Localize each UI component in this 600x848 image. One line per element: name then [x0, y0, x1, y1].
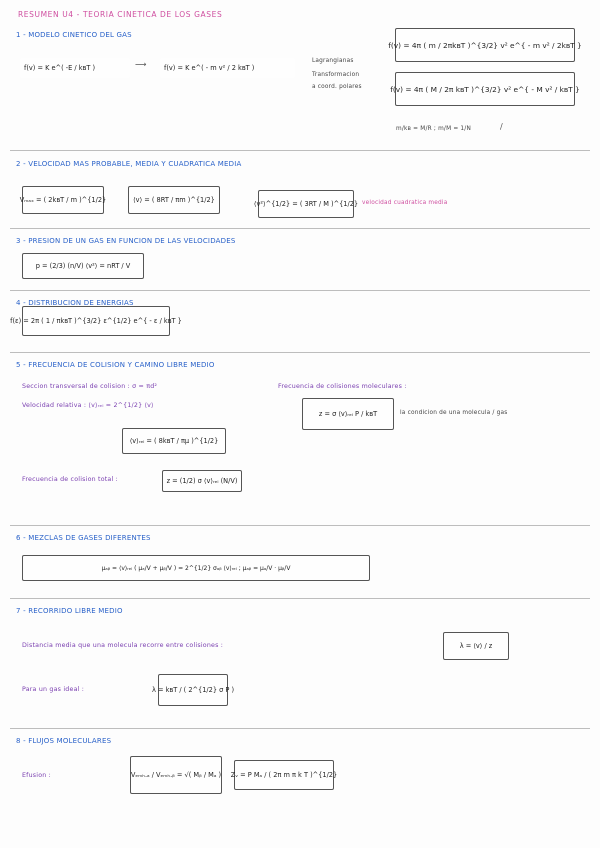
eq-lambda: λ = ⟨v⟩ / z [443, 632, 509, 660]
section-heading-5: 5 - FRECUENCIA DE COLISION Y CAMINO LIBRE MEDIO [16, 361, 215, 369]
section-heading-4: 4 - DISTRIBUCION DE ENERGIAS [16, 299, 134, 307]
eq-vmedia: ⟨v⟩ = ( 8RT / πm )^{1/2} [128, 186, 220, 214]
section-heading-7: 7 - RECORRIDO LIBRE MEDIO [16, 607, 123, 615]
bullet-frecuencia-total: Frecuencia de colision total : [22, 476, 118, 483]
arrow-slash: ∕ [500, 122, 503, 131]
note-relaciones: m/kʙ = M/R ; m/M = 1/N [396, 126, 472, 132]
divider-7 [10, 728, 590, 729]
note-transformacion: Transformacion [312, 72, 360, 78]
bullet-frecuencia-moleculares: Frecuencia de colisiones moleculares : [278, 383, 407, 390]
eq-1-left-1: f(v) = K e^( -E / kʙT ) [20, 58, 130, 78]
arrow-right-1: ⟶ [135, 60, 147, 69]
bullet-velocidad-relativa: Velocidad relativa : ⟨v⟩ᵣₑₗ = 2^{1/2} ⟨v⟩ [22, 402, 154, 409]
section-heading-3: 3 - PRESION DE UN GAS EN FUNCION DE LAS VELOCIDADES [16, 237, 236, 245]
note-lagrangianas: Lagrangianas [312, 58, 354, 64]
section-heading-6: 6 - MEZCLAS DE GASES DIFERENTES [16, 534, 151, 542]
note-vcuadratica: velocidad cuadratica media [362, 200, 448, 206]
divider-6 [10, 598, 590, 599]
page-title: RESUMEN U4 - TEORIA CINETICA DE LOS GASES [18, 10, 223, 19]
section-heading-2: 2 - VELOCIDAD MAS PROBABLE, MEDIA Y CUADRATICA MEDIA [16, 160, 242, 168]
bullet-seccion-transversal: Seccion transversal de colision : σ = πd² [22, 383, 158, 390]
divider-1 [10, 150, 590, 151]
section-heading-1: 1 - MODELO CINETICO DEL GAS [16, 31, 132, 39]
divider-3 [10, 290, 590, 291]
eq-vrel: ⟨v⟩ᵣₑₗ = ( 8kʙT / πμ )^{1/2} [122, 428, 226, 454]
eq-presion: p = (2/3) (n/V) ⟨v²⟩ = nRT / V [22, 253, 144, 279]
eq-mezclas: μₐᵦ = ⟨v⟩ᵣₑₗ ( μₐ/V + μᵦ/V ) = 2^{1/2} σₐᵦ ⟨v⟩ᵣₑₗ ; μₐᵦ = μₐ/V · μᵦ/V [22, 555, 370, 581]
divider-2 [10, 228, 590, 229]
eq-box-2: f(v) = 4π ( M / 2π kʙT )^{3/2} v² e^{ - M v² / kʙT } [395, 72, 575, 106]
eq-vmax: Vₘₐₓ = ( 2kʙT / m )^{1/2} [22, 186, 104, 214]
section-heading-8: 8 - FLUJOS MOLECULARES [16, 737, 112, 745]
eq-distribucion-energias: f(ε) = 2π ( 1 / πkʙT )^{3/2} ε^{1/2} e^{ - ε / kʙT } [22, 306, 170, 336]
note-coord-polares: a coord. polares [312, 84, 362, 90]
note-z-molecular: la condicion de una molecula / gas [400, 410, 508, 416]
eq-box-1: f(v) = 4π ( m / 2πkʙT )^{3/2} v² e^{ - m v² / 2kʙT } [395, 28, 575, 62]
bullet-efusion: Efusion : [22, 772, 51, 779]
eq-efusion: Vₑₘₕ.ₐ / Vₑₘₕ.ᵦ = √( Mᵦ / Mₐ ) [130, 756, 222, 794]
eq-vcuadratica: ⟨v²⟩^{1/2} = ( 3RT / M )^{1/2} [258, 190, 354, 218]
eq-flujo: Zᵥ = P Mₐ / ( 2π m π k T )^{1/2} [234, 760, 334, 790]
eq-1-left-2: f(v) = K e^( - m v² / 2 kʙT ) [160, 58, 295, 78]
eq-z-molecular: z = σ ⟨v⟩ᵣₑₗ P / kʙT [302, 398, 394, 430]
divider-5 [10, 525, 590, 526]
eq-lambda-ideal: λ = kʙT / ( 2^{1/2} σ P ) [158, 674, 228, 706]
divider-4 [10, 352, 590, 353]
bullet-gas-ideal: Para un gas ideal : [22, 686, 85, 693]
eq-z-total: z = (1/2) σ ⟨v⟩ᵣₑₗ (N/V) [162, 470, 242, 492]
bullet-distancia-media: Distancia media que una molecula recorre entre colisiones : [22, 642, 224, 649]
